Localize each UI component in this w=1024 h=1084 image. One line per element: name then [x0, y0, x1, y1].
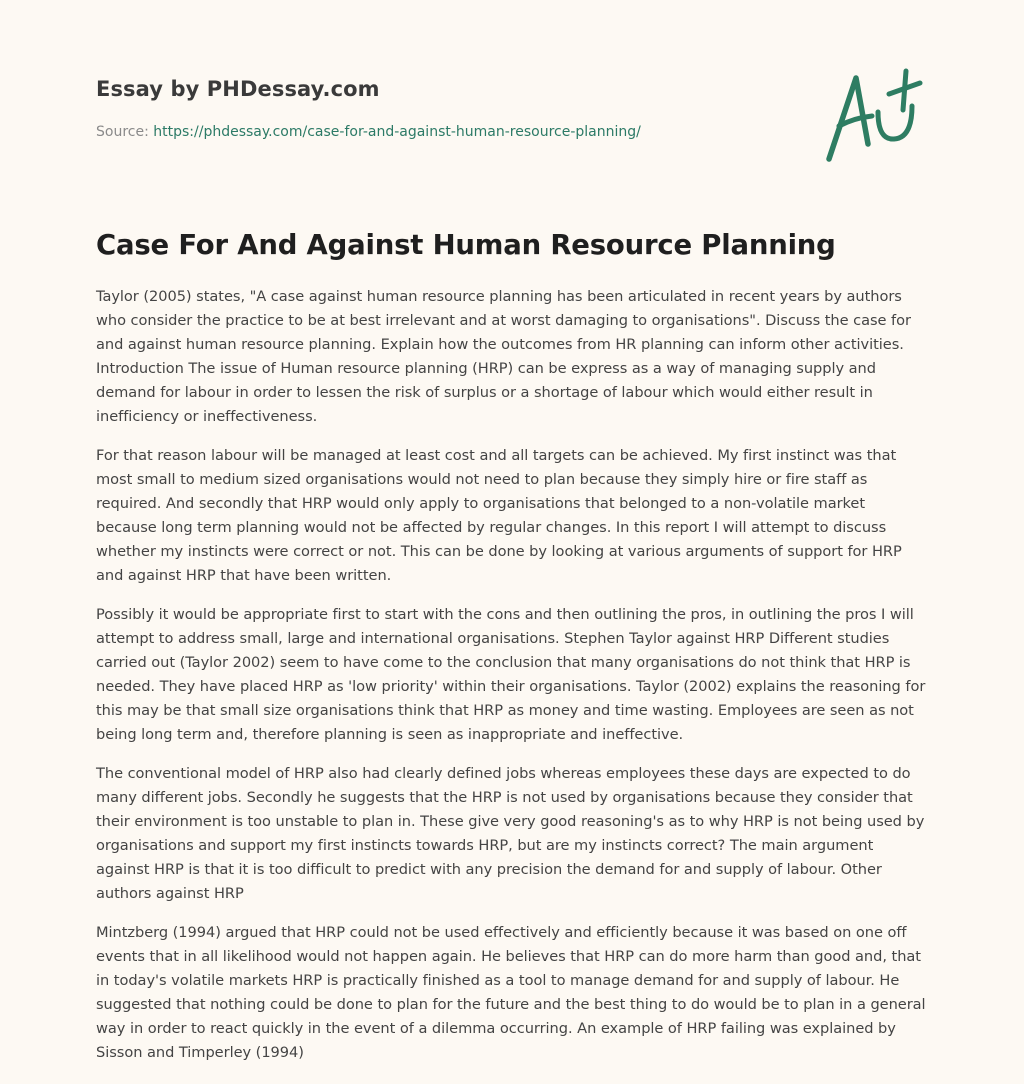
essay-paragraph: Taylor (2005) states, "A case against human resource planning has been articulated in recent years by authors who consider the practice to be at best irrelevant and at worst damaging to organisations". Discuss the case for and against human resource planning. Explain how the outcomes from HR planning can inform other activities. Introduction The issue of Human resource planning (HRP) can be express as a way of managing supply and demand for labour in order to lessen the risk of surplus or a shortage of labour which would either result in inefficiency or ineffectiveness.	[96, 288, 911, 425]
essay-title: Case For And Against Human Resource Planning	[96, 229, 836, 261]
source-link[interactable]: https://phdessay.com/case-for-and-against-human-resource-planning/	[153, 124, 641, 140]
essay-paragraph: Possibly it would be appropriate first to start with the cons and then outlining the pros, in outlining the pros I will attempt to address small, large and international organisations. Stephen Taylor against HRP Different studies carried out (Taylor 2002) seem to have come to the conclusion that many organisations do not think that HRP is needed. They have placed HRP as 'low priority' within their organisations. Taylor (2002) explains the reasoning for this may be that small size organisations think that HRP as money and time wasting. Employees are seen as not being long term and, therefore planning is seen as inappropriate and ineffective.	[96, 606, 926, 743]
essay-paragraph: Mintzberg (1994) argued that HRP could not be used effectively and efficiently because it was based on one off events that in all likelihood would not happen again. He believes that HRP can do more harm than good and, that in today's volatile markets HRP is practically finished as a tool to manage demand for and supply of labour. He suggested that nothing could be done to plan for the future and the best thing to do would be to plan in a general way in order to react quickly in the event of a dilemma occurring. An example of HRP failing was explained by Sisson and Timperley (1994)	[96, 924, 926, 1061]
essay-paragraph: For that reason labour will be managed at least cost and all targets can be achieved. My first instinct was that most small to medium sized organisations would not need to plan because they simply hire or fire staff as required. And secondly that HRP would only apply to organisations that belonged to a non-volatile market because long term planning would not be affected by regular changes. In this report I will attempt to discuss whether my instincts were correct or not. This can be done by looking at various arguments of support for HRP and against HRP that have been written.	[96, 447, 902, 584]
source-line	[96, 122, 796, 142]
essay-paragraph: The conventional model of HRP also had clearly defined jobs whereas employees these days are expected to do many different jobs. Secondly he suggests that the HRP is not used by organisations because they consider that their environment is too unstable to plan in. These give very good reasoning's as to why HRP is not being used by organisations and support my first instincts towards HRP, but are my instincts correct? The main argument against HRP is that it is too difficult to predict with any precision the demand for and supply of labour. Other authors against HRP	[96, 765, 925, 902]
essay-body	[96, 285, 928, 1080]
page-header	[96, 74, 796, 142]
source-label: Source:	[96, 124, 149, 140]
a-plus-logo-icon	[820, 66, 930, 166]
brand-title: Essay by PHDessay.com	[96, 77, 380, 101]
